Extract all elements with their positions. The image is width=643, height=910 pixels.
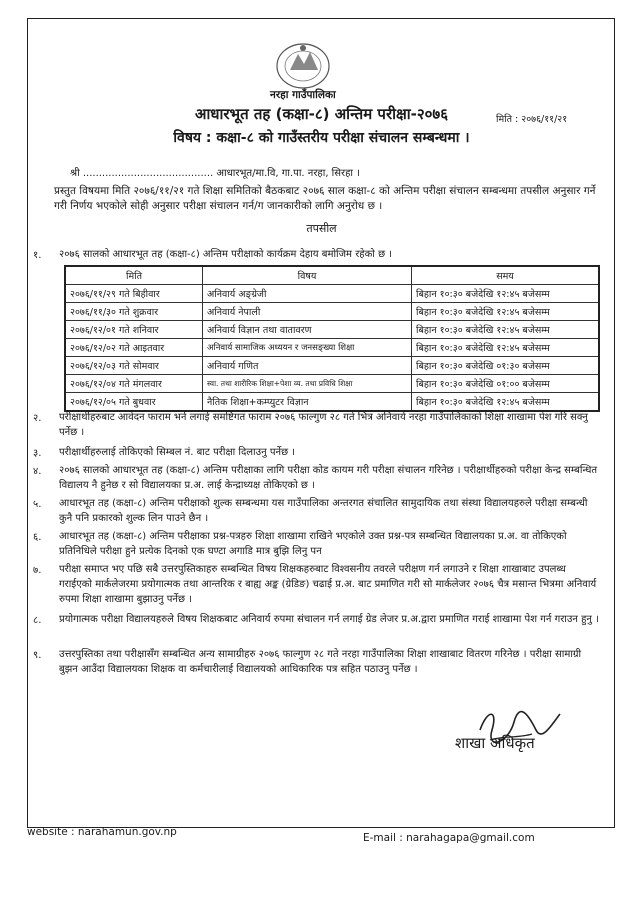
item-number: ५. xyxy=(33,499,42,510)
list-item: २०७६ सालको आधारभूत तह (कक्षा-८) अन्तिम परीक्षाको कार्यक्रम देहाय बमोजिम रहेको छ । xyxy=(59,249,393,260)
table-cell-date: २०७६/१२/०३ गते सोमवार xyxy=(65,357,203,375)
table-row xyxy=(65,339,599,357)
page-title: आधारभूत तह (कक्षा-८) अन्तिम परीक्षा-२०७६ xyxy=(194,105,449,123)
item-number: ९. xyxy=(33,650,42,661)
item-number: ६. xyxy=(33,532,42,543)
table-cell-time: बिहान १०:३० बजेदेखि १२:४५ बजेसम्म xyxy=(412,339,600,357)
office-name: नरहा गाउँपालिका xyxy=(270,89,336,101)
list-item: आधारभूत तह (कक्षा-८) अन्तिम परीक्षाको शुल्क सम्बन्धमा यस गाउँपालिका अन्तरगत संचालित सामुदायिक तथा संस्था विद्यालयहरुले परीक्षा सम्बन्धी कुनै पनि प्रकारको शुल्क लिन पाउने छैन । xyxy=(59,498,588,524)
column-header-time: समय xyxy=(412,266,600,285)
item-number: ७. xyxy=(33,565,42,576)
list-item: आधारभूत तह (कक्षा-८) अन्तिम परीक्षाका प्रश्न-पत्रहरु शिक्षा शाखामा राखिने भएकोले उक्त प्रश्न-पत्र सम्बन्धित विद्यालयका प्र.अ. वा तोकिएको प्रतिनिधिले परीक्षा हुने प्रत्येक दिनको एक घण्टा अगाडि मात्र बुझि लिनु पन xyxy=(59,531,567,557)
table-cell-subject: स्वा. तथा शारीरिक शिक्षा+पेशा व्य. तथा प्रविधि शिक्षा xyxy=(203,375,412,393)
table-cell-subject: अनिवार्य विज्ञान तथा वातावरण xyxy=(203,321,412,339)
signatory-title: शाखा अधिकृत xyxy=(455,734,535,752)
column-header-date: मिति xyxy=(65,266,203,285)
footer-email: E-mail : narahagapa@gmail.com xyxy=(363,832,535,844)
list-item: उत्तरपुस्तिका तथा परीक्षासँग सम्बन्धित अन्य सामाग्रीहरु २०७६ फाल्गुण २८ गते नरहा गाउँपालिका शिक्षा शाखाबाट वितरण गरिनेछ । परीक्षा सामाग्री बुझन आउँदा विद्यालयका शिक्षक वा कर्मचारीलाई विद्यालयको आधिकारिक पत्र सहित पठाउनु पर्नेछ । xyxy=(59,649,582,675)
table-cell-subject: अनिवार्य नेपाली xyxy=(203,303,412,321)
letter-date: मिति : २०७६/११/२१ xyxy=(496,114,568,125)
item-number: २. xyxy=(33,413,42,424)
column-header-subject: विषय xyxy=(203,266,412,285)
table-cell-time: बिहान १०:३० बजेदेखि ०१:३० बजेसम्म xyxy=(412,357,600,375)
table-cell-date: २०७६/१२/०४ गते मंगलवार xyxy=(65,375,203,393)
subject-line: विषय : कक्षा-८ को गाउँस्तरीय परीक्षा संचालन सम्बन्धमा । xyxy=(173,130,470,146)
list-item: परीक्षा समाप्त भए पछि सबै उत्तरपुस्तिकाहरु सम्बन्धित विषय शिक्षकहरुबाट विश्वसनीय तवरले परीक्षण गर्न लगाउने र शिक्षा शाखाबाट उपलब्ध गराईएको मार्कलेजरमा प्रयोगात्मक तथा आन्तरिक र बाह्य अङ्क (ग्रेडिङ) चढाई प्र.अ. बाट प्रमाणित गरी सो मार्कलेजर २०७६ चैत्र मसान्त भित्रमा अनिवार्य रुपमा शिक्षा शाखामा बुझाउनु पर्नेछ । xyxy=(59,564,597,605)
item-number: १. xyxy=(33,250,42,261)
table-cell-time: बिहान १०:३० बजेदेखि १२:४५ बजेसम्म xyxy=(412,285,600,303)
list-item: प्रयोगात्मक परीक्षा विद्यालयहरुले विषय शिक्षकबाट अनिवार्य रुपमा संचालन गर्न लगाई ग्रेड लेजर प्र.अ.द्वारा प्रमाणित गराई शाखामा पेश गर्न गराउन हुनु । xyxy=(59,614,599,625)
table-header-row xyxy=(65,266,599,285)
table-cell-time: बिहान १०:३० बजेदेखि ०१:०० बजेसम्म xyxy=(412,375,600,393)
table-row xyxy=(65,393,599,412)
addressee-line: श्री ......................................... आधारभूत/मा.वि, गा.पा. नरहा, सिरहा । xyxy=(70,168,360,179)
list-item: परीक्षार्थीहरुबाट आवेदन फाराम भर्न लगाई समष्टिगत फाराम २०७६ फाल्गुण २८ गते भित्र अनिवार्य नरहा गाउँपालिकाको शिक्षा शाखामा पेश गरि सक्नु पर्नेछ । xyxy=(59,412,588,438)
exam-schedule-table xyxy=(64,265,600,412)
table-cell-date: २०७६/१२/०१ गते शनिवार xyxy=(65,321,203,339)
table-cell-date: २०७६/११/३० गते शुक्रवार xyxy=(65,303,203,321)
municipality-logo-icon xyxy=(268,40,338,92)
table-cell-subject: अनिवार्य अङ्ग्रेजी xyxy=(203,285,412,303)
table-row xyxy=(65,321,599,339)
table-row xyxy=(65,357,599,375)
intro-paragraph: प्रस्तुत विषयमा मिति २०७६/११/२१ गते शिक्षा समितिको बैठकबाट २०७६ साल कक्षा-८ को अन्तिम परीक्षा संचालन सम्बन्धमा तपसील अनुसार गर्ने गरी निर्णय भएकोले सोही अनुसार परीक्षा संचालन गर्न/ग जानकारीको लागि अनुरोध छ । xyxy=(54,185,596,212)
tapsil-heading: तपसील xyxy=(306,222,337,235)
list-item: परीक्षार्थीहरुलाई तोकिएको सिम्बल नं. बाट परीक्षा दिलाउनु पर्नेछ । xyxy=(59,447,296,458)
table-cell-date: २०७६/१२/०५ गते बुधवार xyxy=(65,393,203,412)
table-cell-time: बिहान १०:३० बजेदेखि १२:४५ बजेसम्म xyxy=(412,303,600,321)
table-cell-time: बिहान १०:३० बजेदेखि १२:४५ बजेसम्म xyxy=(412,393,600,412)
table-cell-subject: नैतिक शिक्षा+कम्प्युटर विज्ञान xyxy=(203,393,412,412)
table-row xyxy=(65,375,599,393)
table-cell-time: बिहान १०:३० बजेदेखि १२:४५ बजेसम्म xyxy=(412,321,600,339)
table-row xyxy=(65,303,599,321)
footer-website: website : narahamun.gov.np xyxy=(27,826,177,838)
table-cell-subject: अनिवार्य सामाजिक अध्ययन र जनसङ्ख्या शिक्षा xyxy=(203,339,412,357)
item-number: ८. xyxy=(33,615,42,626)
list-item: २०७६ सालको आधारभूत तह (कक्षा-८) अन्तिम परीक्षाका लागि परीक्षा कोड कायम गरी परीक्षा संचालन गरिनेछ । परीक्षार्थीहरुको परीक्षा केन्द्र सम्बन्धित विद्यालय नै हुनेछ र सो विद्यालयका प्र.अ. लाई केन्द्राध्यक्ष तोकिएको छ । xyxy=(59,465,598,491)
table-cell-subject: अनिवार्य गणित xyxy=(203,357,412,375)
item-number: ३. xyxy=(33,448,42,459)
table-cell-date: २०७६/११/२९ गते बिहीवार xyxy=(65,285,203,303)
table-row xyxy=(65,285,599,303)
table-cell-date: २०७६/१२/०२ गते आइतवार xyxy=(65,339,203,357)
item-number: ४. xyxy=(33,466,42,477)
